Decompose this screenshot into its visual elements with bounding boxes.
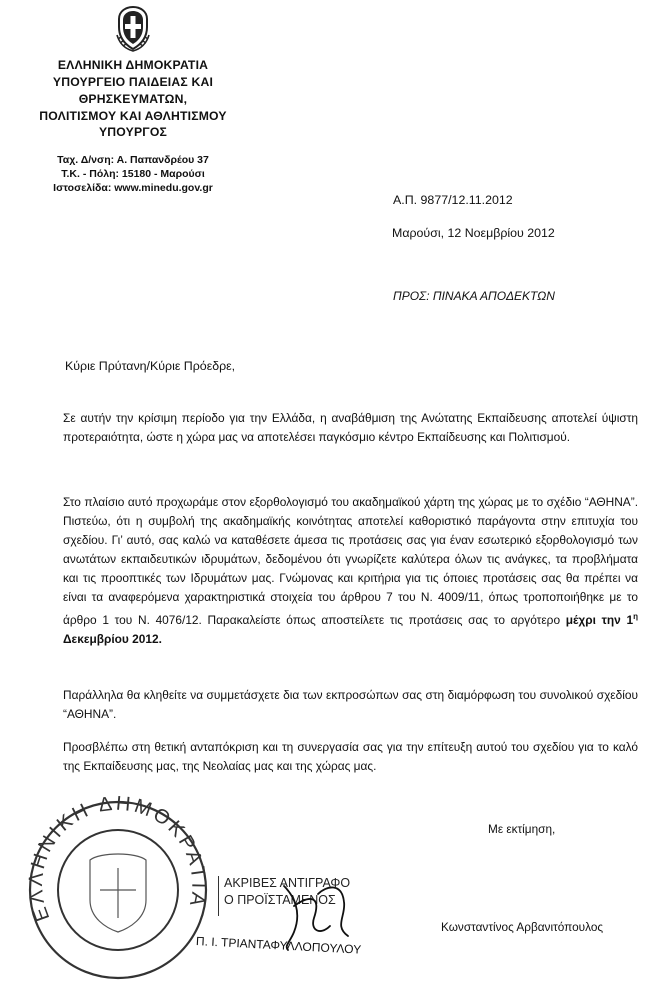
minister-name: Κωνσταντίνος Αρβανιτόπουλος — [441, 920, 604, 934]
copy-stamp-line2: Ο ΠΡΟΪΣΤΑΜΕΝΟΣ — [224, 893, 336, 907]
copy-stamp-signer: Π. Ι. ΤΡΙΑΝΤΑΦΥΛΛΟΠΟΥΛΟΥ — [195, 934, 362, 957]
handwritten-signature — [264, 866, 374, 956]
round-seal-text: ΕΛΛΗΝΙΚΗ ΔΗΜΟΚΡΑΤΙΑ — [24, 792, 210, 925]
protocol-number: Α.Π. 9877/12.11.2012 — [393, 193, 513, 207]
deadline-bold: μέχρι την $1^\eta$ Δεκεμβρίου 2012. — [63, 612, 638, 646]
paragraph-3: Παράλληλα θα κληθείτε να συμμετάσχετε δια των εκπροσώπων σας στη διαμόρφωση του συνολικού σχεδίου “ΑΘΗΝΑ”. — [63, 688, 638, 721]
office-heading: ΥΠΟΥΡΓΟΣ — [98, 125, 168, 139]
paragraph-2-text: Στο πλαίσιο αυτό προχωράμε στον εξορθολογισμό του ακαδημαϊκού χάρτη της χώρας με το σχέδιο “ΑΘΗΝΑ”. Πιστεύω, ότι η συμβολή της ακαδημαϊκής κοινότητας αποτελεί καθοριστικό παράγοντα στην επιτυχία του σχεδίου. Γι’ αυτό, σας καλώ να καταθέσετε άμεσα τις προτάσεις σας για έναν εσωτερικό εξορθολογισμό των ανωτάτων εκπαιδευτικών ιδρυμάτων, δεδομένου ότι γνωρίζετε καλύτερα όλων τις ανάγκες, τα προβλήματα και τις προοπτικές των Ιδρυμάτων μας. Γνώμονας και κριτήρια για τις όποιες προτάσεις σας θα πρέπει να είναι τα αναφερόμενα χαρακτηριστικά στοιχεία του άρθρου 7 του Ν. 4009/11, όπως τροποποιήθηκε με το άρθρο 1 του Ν. 4076/12. Παρακαλείστε όπως αποστείλετε τις προτάσεις σας το αργότερο — [63, 495, 638, 627]
copy-stamp-line1: ΑΚΡΙΒΕΣ ΑΝΤΙΓΡΑΦΟ — [224, 876, 351, 890]
website-line: Ιστοσελίδα: www.minedu.gov.gr — [53, 182, 213, 194]
closing-regards: Με εκτίμηση, — [488, 822, 556, 836]
ministry-name-line2: ΠΟΛΙΤΙΣΜΟΥ ΚΑΙ ΑΘΛΗΤΙΣΜΟΥ — [39, 109, 227, 123]
recipients-line: ΠΡΟΣ: ΠΙΝΑΚΑ ΑΠΟΔΕΚΤΩΝ — [393, 289, 555, 303]
deadline-superscript: η — [633, 612, 638, 621]
greek-coat-of-arms-emblem — [114, 5, 152, 53]
salutation: Κύριε Πρύτανη/Κύριε Πρόεδρε, — [65, 359, 236, 373]
place-date: Μαρούσι, 12 Νοεμβρίου 2012 — [392, 226, 555, 240]
svg-text:ΕΛΛΗΝΙΚΗ ΔΗΜΟΚΡΑΤΙΑ — [25, 793, 210, 925]
paragraph-2 — [63, 493, 638, 649]
round-seal-stamp — [20, 790, 210, 980]
postal-line: Τ.Κ. - Πόλη: 15180 - Μαρούσι — [61, 168, 205, 180]
paragraph-1: Σε αυτήν την κρίσιμη περίοδο για την Ελλάδα, η αναβάθμιση της Ανώτατης Εκπαίδευσης αποτελεί ύψιστη προτεραιότητα, ώστε η χώρα μας να αποτελέσει παγκόσμιο κέντρο Εκπαίδευσης και Πολιτισμού. — [63, 411, 638, 444]
address-line: Ταχ. Δ/νση: Α. Παπανδρέου 37 — [57, 154, 209, 166]
paragraph-4: Προσβλέπω στη θετική ανταπόκριση και τη συνεργασία σας για την επίτευξη αυτού του σχεδίου για το καλό της Εκπαίδευσης μας, της Νεολαίας μας και της χώρας μας. — [63, 740, 638, 773]
ministry-name-line1: ΥΠΟΥΡΓΕΙΟ ΠΑΙΔΕΙΑΣ ΚΑΙ ΘΡΗΣΚΕΥΜΑΤΩΝ, — [52, 75, 214, 106]
republic-heading: ΕΛΛΗΝΙΚΗ ΔΗΜΟΚΡΑΤΙΑ — [57, 58, 209, 72]
